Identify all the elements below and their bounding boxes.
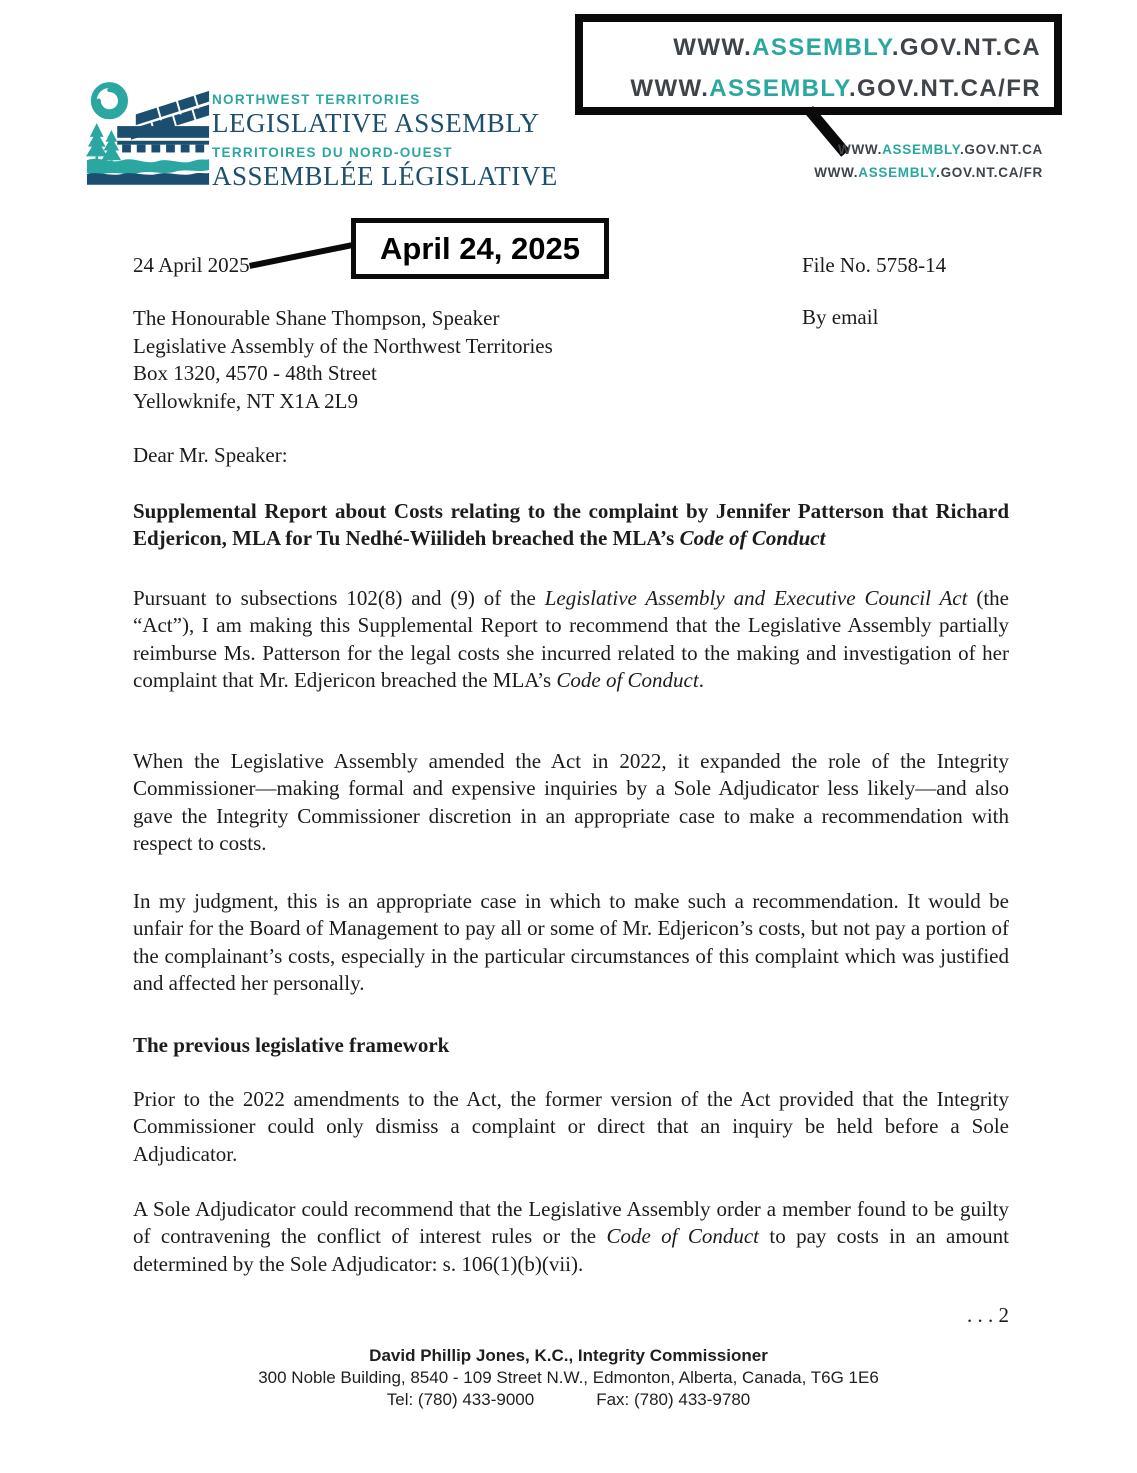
- recipient-line: Box 1320, 4570 - 48th Street: [133, 361, 377, 385]
- recipient-line: Legislative Assembly of the Northwest Territories: [133, 333, 553, 358]
- logo-territory-en: NORTHWEST TERRITORIES: [212, 92, 421, 107]
- footer: [0, 1345, 1137, 1411]
- letter-date: 24 April 2025: [133, 253, 250, 277]
- letterhead-url-en: WWW.ASSEMBLY.GOV.NT.CA: [838, 142, 1043, 157]
- recipient-line: Yellowknife, NT X1A 2L9: [133, 388, 358, 413]
- footer-commissioner-name: David Phillip Jones, K.C., Integrity Commissioner: [369, 1346, 768, 1365]
- paragraph-1: Pursuant to subsections 102(8) and (9) of the Legislative Assembly and Executive Council Act (the “Act”), I am making this Supplemental Report to recommend that the Legislative Assembly partially reimburse Ms. Patterson for the legal costs she incurred related to the making and investigation of her complaint that Mr. Edjericon breached the MLA’s Code of Conduct.: [133, 586, 1009, 693]
- paragraph-5: A Sole Adjudicator could recommend that the Legislative Assembly order a member found to be guilty of contravening the conflict of interest rules or the Code of Conduct to pay costs in an amount determined by the Sole Adjudicator: s. 106(1)(b)(vii).: [133, 1197, 1009, 1276]
- section-heading: The previous legislative framework: [133, 1033, 450, 1057]
- subject-line: Supplemental Report about Costs relating to the complaint by Jennifer Patterson that Richard Edjericon, MLA for Tu Nedhé-Wiilideh breached the MLA’s Code of Conduct: [133, 499, 1009, 551]
- logo-name-fr: ASSEMBLÉE LÉGISLATIVE: [212, 161, 558, 191]
- letterhead-urls: [814, 139, 1043, 184]
- website-url-en: WWW.ASSEMBLY.GOV.NT.CA: [673, 34, 1041, 61]
- footer-contact: [0, 1389, 1137, 1411]
- recipient-line: The Honourable Shane Thompson, Speaker: [133, 306, 500, 330]
- website-url-fr: WWW.ASSEMBLY.GOV.NT.CA/FR: [630, 75, 1041, 102]
- paragraph-2: When the Legislative Assembly amended the Act in 2022, it expanded the role of the Integrity Commissioner—making formal and expensive inquiries by a Sole Adjudicator less likely—and also gave the Integrity Commissioner discretion in an appropriate case to make a recommendation with respect to costs.: [133, 749, 1009, 856]
- footer-address: 300 Noble Building, 8540 - 109 Street N.W., Edmonton, Alberta, Canada, T6G 1E6: [258, 1368, 879, 1387]
- letterhead-url-fr: WWW.ASSEMBLY.GOV.NT.CA/FR: [814, 164, 1043, 180]
- date-annotation-box: April 24, 2025: [351, 218, 609, 279]
- recipient-address: [133, 305, 553, 415]
- date-callout-connector-line: [249, 241, 358, 269]
- legislative-assembly-logo-icon: [85, 74, 212, 186]
- delivery-method: By email: [802, 305, 879, 329]
- file-number: File No. 5758-14: [802, 253, 947, 277]
- paragraph-3: In my judgment, this is an appropriate case in which to make such a recommendation. It would be unfair for the Board of Management to pay all or some of Mr. Edjericon’s costs, but not pay a portion of the complainant’s costs, especially in the particular circumstances of this complaint which was justified and affected her personally.: [133, 889, 1009, 996]
- paragraph-4: Prior to the 2022 amendments to the Act, the former version of the Act provided that the Integrity Commissioner could only dismiss a complaint or direct that an inquiry be held before a Sole Adjudicator.: [133, 1087, 1009, 1166]
- footer-fax: Fax: (780) 433-9780: [596, 1390, 751, 1409]
- logo-territory-fr: TERRITOIRES DU NORD-OUEST: [212, 145, 453, 160]
- salutation: Dear Mr. Speaker:: [133, 443, 288, 467]
- page-continuation-marker: . . . 2: [967, 1303, 1009, 1327]
- footer-telephone: Tel: (780) 433-9000: [386, 1390, 535, 1409]
- logo-name-en: LEGISLATIVE ASSEMBLY: [212, 108, 540, 138]
- website-url-callout-box: [575, 14, 1062, 115]
- logo-wordmark: [212, 92, 558, 198]
